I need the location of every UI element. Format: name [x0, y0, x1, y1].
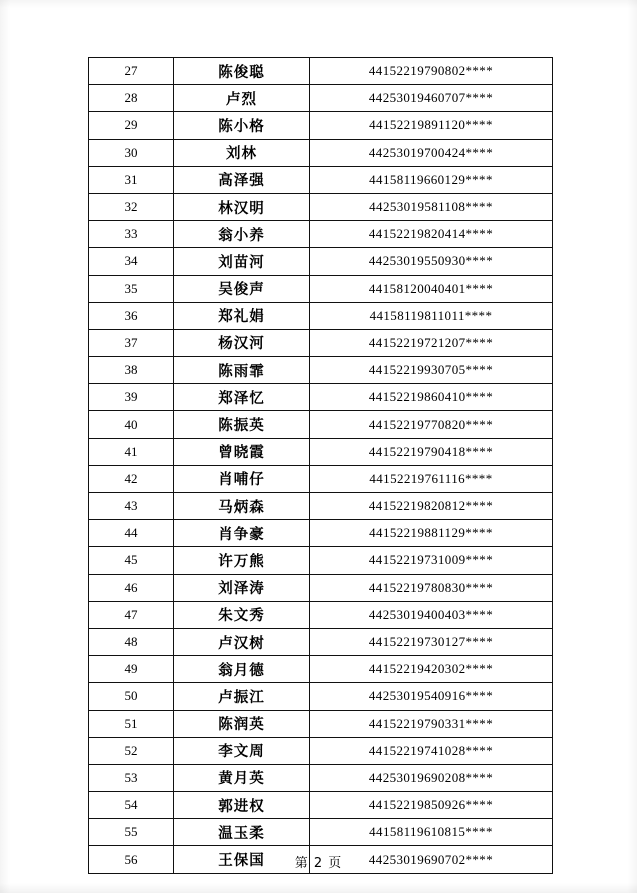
- cell-row-number: 30: [89, 139, 174, 166]
- table-row: [89, 248, 553, 275]
- cell-id-number: 44253019400403****: [310, 601, 553, 628]
- table-row: [89, 656, 553, 683]
- table-row: [89, 710, 553, 737]
- cell-row-number: 52: [89, 737, 174, 764]
- table-row: [89, 764, 553, 791]
- cell-row-number: 36: [89, 302, 174, 329]
- cell-person-name: 高泽强: [174, 166, 310, 193]
- cell-id-number: 44152219780830****: [310, 574, 553, 601]
- cell-person-name: 翁小养: [174, 221, 310, 248]
- cell-person-name: 许万熊: [174, 547, 310, 574]
- cell-id-number: 44253019460707****: [310, 85, 553, 112]
- cell-row-number: 50: [89, 683, 174, 710]
- cell-id-number: 44253019690702****: [310, 846, 553, 873]
- cell-id-number: 44152219850926****: [310, 792, 553, 819]
- table-row: [89, 357, 553, 384]
- cell-id-number: 44152219761116****: [310, 465, 553, 492]
- cell-row-number: 38: [89, 357, 174, 384]
- cell-person-name: 陈润英: [174, 710, 310, 737]
- cell-person-name: 朱文秀: [174, 601, 310, 628]
- cell-id-number: 44152219820414****: [310, 221, 553, 248]
- cell-id-number: 44253019550930****: [310, 248, 553, 275]
- table-row: [89, 384, 553, 411]
- cell-row-number: 35: [89, 275, 174, 302]
- cell-person-name: 林汉明: [174, 193, 310, 220]
- table-row: [89, 139, 553, 166]
- scan-shadow-right: [627, 0, 637, 893]
- cell-id-number: 44253019690208****: [310, 764, 553, 791]
- cell-person-name: 王保国: [174, 846, 310, 873]
- cell-person-name: 陈雨霏: [174, 357, 310, 384]
- scan-shadow-top: [0, 0, 637, 8]
- cell-id-number: 44152219891120****: [310, 112, 553, 139]
- cell-id-number: 44152219820812****: [310, 493, 553, 520]
- scan-shadow-bottom: [0, 883, 637, 893]
- cell-id-number: 44152219741028****: [310, 737, 553, 764]
- cell-person-name: 温玉柔: [174, 819, 310, 846]
- cell-person-name: 卢汉树: [174, 628, 310, 655]
- table-row: [89, 683, 553, 710]
- cell-row-number: 47: [89, 601, 174, 628]
- cell-person-name: 黄月英: [174, 764, 310, 791]
- cell-row-number: 56: [89, 846, 174, 873]
- cell-id-number: 44152219721207****: [310, 329, 553, 356]
- cell-row-number: 51: [89, 710, 174, 737]
- table-row: [89, 493, 553, 520]
- table-row: [89, 58, 553, 85]
- table-row: [89, 166, 553, 193]
- cell-id-number: 44152219881129****: [310, 520, 553, 547]
- cell-id-number: 44152219730127****: [310, 628, 553, 655]
- roster-table-wrapper: [88, 57, 549, 874]
- cell-person-name: 郑礼娟: [174, 302, 310, 329]
- cell-person-name: 杨汉河: [174, 329, 310, 356]
- cell-row-number: 34: [89, 248, 174, 275]
- cell-person-name: 卢烈: [174, 85, 310, 112]
- cell-row-number: 39: [89, 384, 174, 411]
- cell-person-name: 陈振英: [174, 411, 310, 438]
- cell-id-number: 44253019700424****: [310, 139, 553, 166]
- cell-person-name: 卢振江: [174, 683, 310, 710]
- cell-person-name: 肖哺仔: [174, 465, 310, 492]
- cell-id-number: 44158119660129****: [310, 166, 553, 193]
- cell-person-name: 吴俊声: [174, 275, 310, 302]
- cell-person-name: 翁月德: [174, 656, 310, 683]
- cell-row-number: 48: [89, 628, 174, 655]
- cell-person-name: 郭进权: [174, 792, 310, 819]
- cell-id-number: 44152219860410****: [310, 384, 553, 411]
- cell-row-number: 37: [89, 329, 174, 356]
- cell-person-name: 李文周: [174, 737, 310, 764]
- table-row: [89, 221, 553, 248]
- cell-row-number: 29: [89, 112, 174, 139]
- table-row: [89, 547, 553, 574]
- table-row: [89, 85, 553, 112]
- cell-row-number: 33: [89, 221, 174, 248]
- page-number: 第 2 页: [294, 856, 343, 871]
- table-row: [89, 465, 553, 492]
- cell-person-name: 曾晓霞: [174, 438, 310, 465]
- table-row: [89, 329, 553, 356]
- cell-person-name: 陈俊聪: [174, 58, 310, 85]
- table-row: [89, 601, 553, 628]
- cell-id-number: 44152219790331****: [310, 710, 553, 737]
- cell-id-number: 44158119811011****: [310, 302, 553, 329]
- cell-person-name: 陈小格: [174, 112, 310, 139]
- cell-id-number: 44152219420302****: [310, 656, 553, 683]
- cell-id-number: 44158119610815****: [310, 819, 553, 846]
- cell-row-number: 53: [89, 764, 174, 791]
- cell-person-name: 刘苗河: [174, 248, 310, 275]
- cell-row-number: 40: [89, 411, 174, 438]
- cell-id-number: 44152219790802****: [310, 58, 553, 85]
- cell-id-number: 44152219790418****: [310, 438, 553, 465]
- cell-id-number: 44152219930705****: [310, 357, 553, 384]
- cell-person-name: 肖争豪: [174, 520, 310, 547]
- cell-row-number: 55: [89, 819, 174, 846]
- table-row: [89, 819, 553, 846]
- cell-id-number: 44152219770820****: [310, 411, 553, 438]
- cell-person-name: 刘林: [174, 139, 310, 166]
- table-row: [89, 574, 553, 601]
- table-row: [89, 112, 553, 139]
- cell-row-number: 31: [89, 166, 174, 193]
- cell-row-number: 54: [89, 792, 174, 819]
- cell-row-number: 45: [89, 547, 174, 574]
- cell-row-number: 27: [89, 58, 174, 85]
- cell-id-number: 44158120040401****: [310, 275, 553, 302]
- cell-row-number: 43: [89, 493, 174, 520]
- table-row: [89, 411, 553, 438]
- cell-id-number: 44253019581108****: [310, 193, 553, 220]
- table-row: [89, 302, 553, 329]
- table-row: [89, 438, 553, 465]
- cell-row-number: 49: [89, 656, 174, 683]
- cell-row-number: 32: [89, 193, 174, 220]
- table-row: [89, 737, 553, 764]
- cell-person-name: 马炳森: [174, 493, 310, 520]
- cell-row-number: 44: [89, 520, 174, 547]
- table-row: [89, 275, 553, 302]
- cell-id-number: 44152219731009****: [310, 547, 553, 574]
- table-row: [89, 193, 553, 220]
- scan-shadow-left: [0, 0, 10, 893]
- table-row: [89, 628, 553, 655]
- cell-person-name: 郑泽忆: [174, 384, 310, 411]
- cell-id-number: 44253019540916****: [310, 683, 553, 710]
- cell-row-number: 28: [89, 85, 174, 112]
- cell-person-name: 刘泽涛: [174, 574, 310, 601]
- cell-row-number: 42: [89, 465, 174, 492]
- cell-row-number: 46: [89, 574, 174, 601]
- table-row: [89, 792, 553, 819]
- roster-table: [88, 57, 553, 874]
- cell-row-number: 41: [89, 438, 174, 465]
- table-row: [89, 520, 553, 547]
- page-footer: [0, 852, 637, 871]
